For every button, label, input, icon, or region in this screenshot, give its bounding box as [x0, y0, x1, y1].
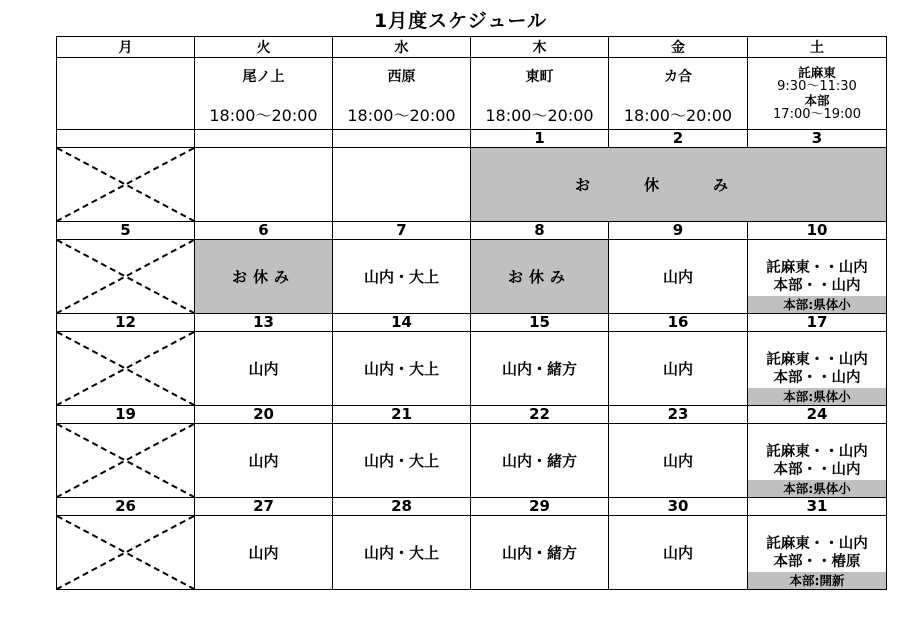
- date-cell: 21: [333, 406, 471, 424]
- schedule-cell: 山内・大上: [333, 424, 471, 498]
- weekday-mon: 月: [57, 37, 195, 58]
- date-cell: 14: [333, 314, 471, 332]
- location-row: [57, 58, 887, 130]
- date-cell: 22: [471, 406, 609, 424]
- no-practice-cross: [57, 240, 195, 314]
- date-cell: 10: [748, 222, 887, 240]
- saturday-line: 本部・・山内: [773, 278, 861, 294]
- schedule-row: [57, 424, 887, 498]
- date-cell: 24: [748, 406, 887, 424]
- date-cell: 17: [748, 314, 887, 332]
- cross-mark-icon: [57, 516, 194, 589]
- location-place: カ合: [664, 68, 692, 85]
- saturday-line: 本部・・山内: [773, 370, 861, 386]
- cross-mark-icon: [57, 424, 194, 497]
- schedule-cell: 山内: [195, 424, 333, 498]
- no-practice-cross: [57, 424, 195, 498]
- date-cell: 28: [333, 498, 471, 516]
- date-cell: 30: [609, 498, 748, 516]
- saturday-cell: [748, 240, 887, 314]
- location-time: 18:00～20:00: [623, 105, 733, 125]
- schedule-cell: 山内・緒方: [471, 332, 609, 406]
- date-cell: 27: [195, 498, 333, 516]
- cross-mark-icon: [57, 240, 194, 313]
- date-cell: 29: [471, 498, 609, 516]
- date-cell: 16: [609, 314, 748, 332]
- holiday-cell: お休み: [195, 240, 333, 314]
- date-cell: [195, 130, 333, 148]
- schedule-row: [57, 240, 887, 314]
- saturday-cell: [748, 332, 887, 406]
- schedule-row: [57, 516, 887, 590]
- location-place: 東町: [525, 68, 554, 85]
- date-row: [57, 130, 887, 148]
- weekday-thu: 木: [471, 37, 609, 58]
- date-row: [57, 222, 887, 240]
- schedule-cell: 山内・緒方: [471, 424, 609, 498]
- schedule-row: [57, 148, 887, 222]
- schedule-cell: 山内・緒方: [471, 516, 609, 590]
- saturday-line: 託麻東・・山内: [766, 536, 868, 552]
- date-cell: 5: [57, 222, 195, 240]
- schedule-cell: [195, 148, 333, 222]
- saturday-line: 託麻東・・山内: [766, 352, 868, 368]
- date-cell: 1: [471, 130, 609, 148]
- schedule-cell: 山内: [195, 332, 333, 406]
- no-practice-cross: [57, 516, 195, 590]
- date-cell: 3: [748, 130, 887, 148]
- location-time: 18:00～20:00: [209, 105, 318, 125]
- schedule-cell: 山内: [609, 516, 748, 590]
- date-cell: 23: [609, 406, 748, 424]
- schedule-table: [56, 36, 887, 590]
- location-fri: [609, 58, 748, 130]
- location-sat: [748, 58, 887, 130]
- holiday-banner: お休み: [471, 148, 887, 222]
- date-cell: 15: [471, 314, 609, 332]
- location-time: 18:00～20:00: [347, 105, 456, 125]
- location-thu: [471, 58, 609, 130]
- location-place: 西原: [387, 68, 416, 85]
- date-cell: 6: [195, 222, 333, 240]
- date-cell: 13: [195, 314, 333, 332]
- saturday-cell: [748, 424, 887, 498]
- saturday-band: 本部:県体小: [748, 480, 886, 497]
- saturday-line: 本部・・山内: [773, 462, 861, 478]
- weekday-sat: 土: [748, 37, 887, 58]
- saturday-band: 本部:開新: [748, 572, 886, 589]
- schedule-cell: 山内・大上: [333, 240, 471, 314]
- location-time: 18:00～20:00: [485, 105, 594, 125]
- saturday-band: 本部:県体小: [748, 296, 886, 313]
- date-cell: 19: [57, 406, 195, 424]
- date-row: [57, 406, 887, 424]
- schedule-cell: 山内: [609, 424, 748, 498]
- cross-mark-icon: [57, 148, 194, 221]
- date-cell: 20: [195, 406, 333, 424]
- date-row: [57, 498, 887, 516]
- schedule-cell: 山内・大上: [333, 516, 471, 590]
- location-tue: [195, 58, 333, 130]
- saturday-line: 託麻東・・山内: [766, 444, 868, 460]
- date-cell: 7: [333, 222, 471, 240]
- weekday-wed: 水: [333, 37, 471, 58]
- no-practice-cross: [57, 148, 195, 222]
- location-place: 尾ノ上: [242, 68, 285, 85]
- date-cell: 26: [57, 498, 195, 516]
- weekday-tue: 火: [195, 37, 333, 58]
- date-cell: 8: [471, 222, 609, 240]
- page-title: 1月度スケジュール: [373, 10, 548, 32]
- weekday-header-row: [57, 37, 887, 58]
- saturday-band: 本部:県体小: [748, 388, 886, 405]
- schedule-cell: 山内: [609, 332, 748, 406]
- schedule-cell: 山内: [609, 240, 748, 314]
- schedule-row: [57, 332, 887, 406]
- schedule-cell: 山内: [195, 516, 333, 590]
- cross-mark-icon: [57, 332, 194, 405]
- date-row: [57, 314, 887, 332]
- date-cell: 31: [748, 498, 887, 516]
- location-time: 17:00～19:00: [773, 106, 861, 122]
- location-mon: [57, 58, 195, 130]
- location-wed: [333, 58, 471, 130]
- saturday-cell: [748, 516, 887, 590]
- saturday-line: 本部・・椿原: [773, 554, 861, 570]
- date-cell: 2: [609, 130, 748, 148]
- date-cell: 12: [57, 314, 195, 332]
- date-cell: 9: [609, 222, 748, 240]
- location-time: 9:30～11:30: [777, 78, 857, 94]
- date-cell: [333, 130, 471, 148]
- location-place: 託麻東: [798, 64, 836, 80]
- schedule-cell: [333, 148, 471, 222]
- holiday-cell: お休み: [471, 240, 609, 314]
- weekday-fri: 金: [609, 37, 748, 58]
- location-place: 本部: [804, 92, 830, 108]
- schedule-cell: 山内・大上: [333, 332, 471, 406]
- no-practice-cross: [57, 332, 195, 406]
- date-cell: [57, 130, 195, 148]
- saturday-line: 託麻東・・山内: [766, 260, 868, 276]
